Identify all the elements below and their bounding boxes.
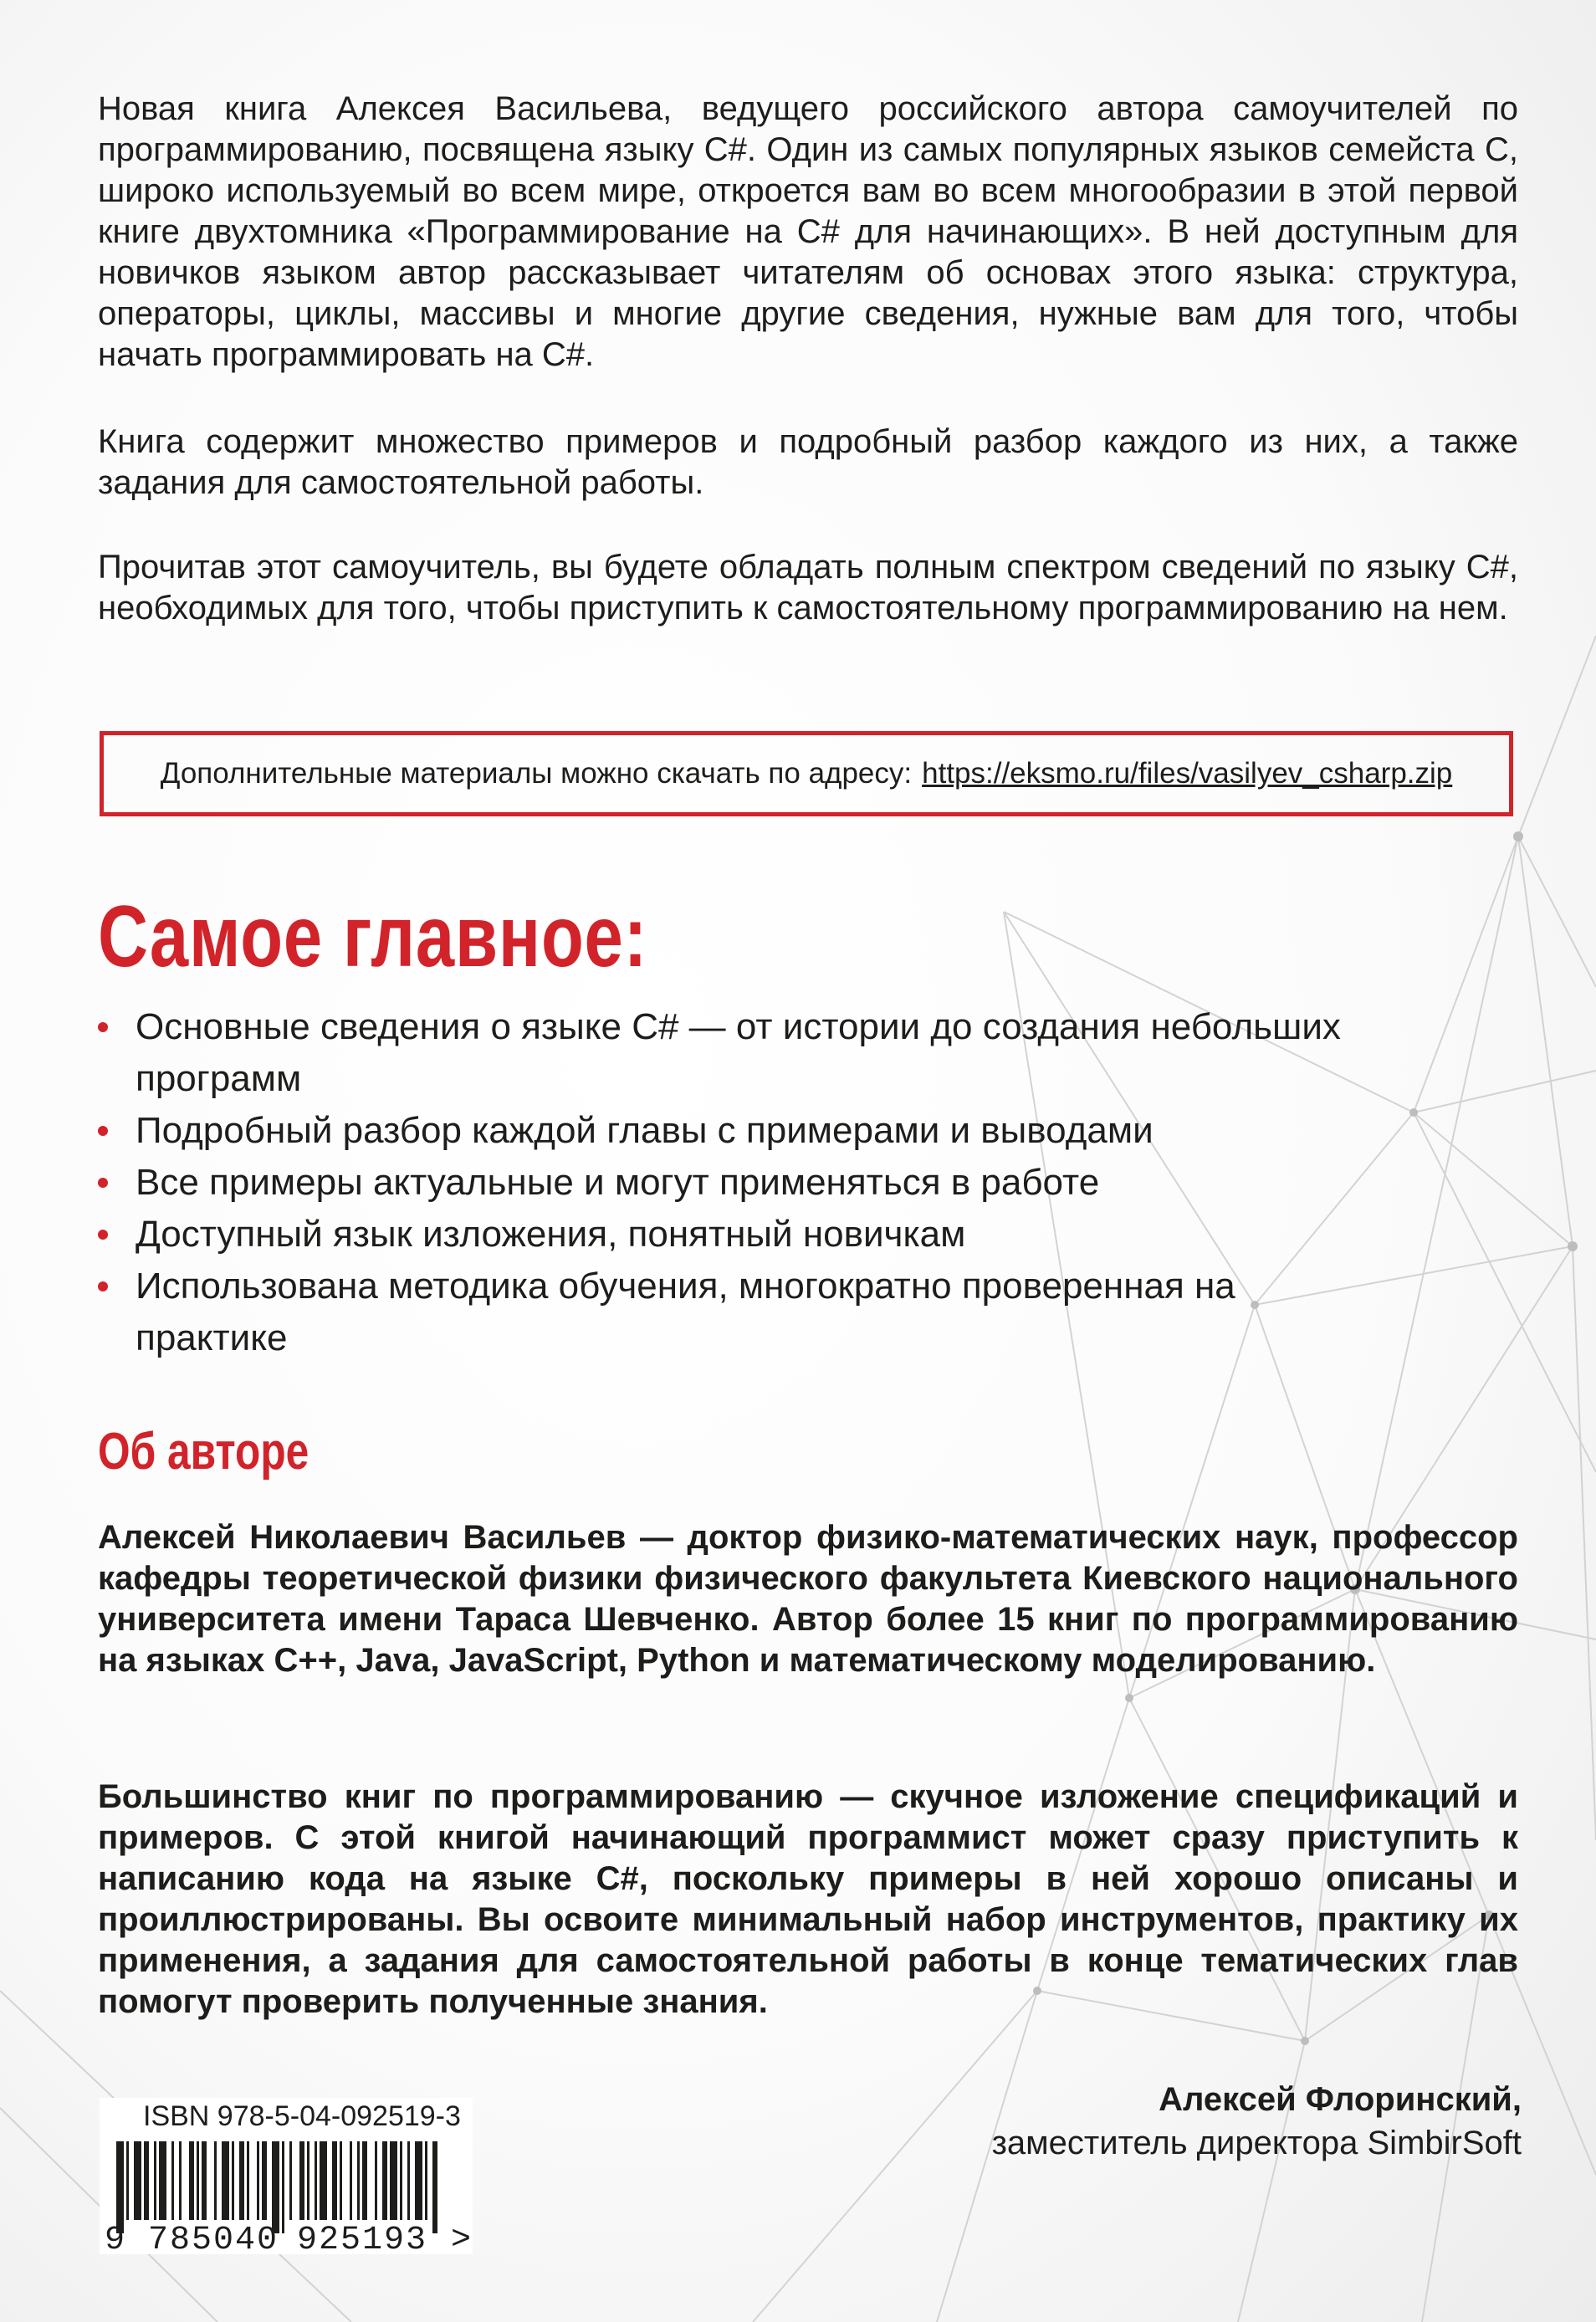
list-item-text: Подробный разбор каждой главы с примерами и выводами [136, 1110, 1154, 1151]
barcode-bar [350, 2141, 352, 2220]
barcode-bar [239, 2141, 244, 2220]
barcode-bar [257, 2141, 259, 2220]
barcode-digits-left: 785040 [148, 2222, 279, 2254]
barcode-bar [400, 2141, 402, 2220]
barcode-bar [332, 2141, 337, 2220]
barcode-bar [340, 2141, 342, 2220]
bullet-dot-icon [98, 1126, 108, 1136]
barcode-bar [362, 2141, 367, 2220]
list-item [98, 1105, 1516, 1157]
barcode-bar [289, 2141, 292, 2220]
barcode-bar [144, 2141, 149, 2220]
key-points-heading: Самое главное: [98, 888, 648, 985]
bullet-dot-icon [98, 1022, 108, 1032]
about-author-heading: Об авторе [98, 1423, 309, 1481]
barcode-bar [425, 2141, 427, 2220]
barcode-bar [159, 2141, 166, 2220]
bullet-dot-icon [98, 1281, 108, 1291]
list-item-text: Доступный язык изложения, понятный новичкам [136, 1214, 966, 1255]
bullet-dot-icon [98, 1230, 108, 1240]
list-item-text: Все примеры актуальные и могут применяться в работе [136, 1162, 1100, 1203]
barcode-bar [272, 2141, 279, 2233]
reviewer-role: заместитель директора SimbirSoft [991, 2125, 1522, 2161]
barcode-bar [299, 2141, 304, 2220]
barcode-digit-marker: > [451, 2222, 472, 2254]
barcode-bar [154, 2141, 156, 2220]
list-item [98, 1157, 1516, 1209]
barcode-bar [390, 2141, 397, 2220]
author-bio: Алексей Николаевич Васильев — доктор физико-математических наук, профессор кафедры теоретической физики физического факультета Киевского национального университета имени Тараса Шевченко. Автор более 15 книг по программированию на языках C++, Java, JavaScript, Python и математическому моделированию. [98, 1519, 1518, 1679]
barcode-bar [232, 2141, 234, 2220]
barcode-bar [222, 2141, 229, 2220]
list-item-text: Использована методика обучения, многократно проверенная на практике [136, 1266, 1235, 1358]
barcode-bar [320, 2141, 327, 2220]
intro-paragraph-1: Новая книга Алексея Васильева, ведущего российского автора самоучителей по программированию, посвящена языку C#. Один из самых популярных языков семейста C, широко используемый во всем мире, откроется вам во всем многообразии в этой первой книге двухтомника «Программирование на C# для начинающих». В ней доступным для новичков языком автор рассказывает читателям об основах этого языка: структура, операторы, циклы, массивы и многие другие сведения, нужные вам для того, чтобы начать программировать на C#. [98, 90, 1518, 373]
list-item [98, 1209, 1516, 1261]
list-item [98, 1001, 1516, 1105]
barcode-bar [407, 2141, 410, 2220]
barcode-digit-lead: 9 [105, 2222, 125, 2254]
bullet-dot-icon [98, 1178, 108, 1188]
barcode-bar [382, 2141, 387, 2220]
barcode-bar [116, 2141, 124, 2233]
barcode-bar [415, 2141, 422, 2220]
barcode-bar [189, 2141, 194, 2220]
barcode-bar [247, 2141, 249, 2220]
list-item-text: Основные сведения о языке C# — от истории до создания небольших программ [136, 1006, 1341, 1099]
isbn-label: ISBN 978-5-04-092519-3 [143, 2100, 461, 2132]
barcode-bar [307, 2141, 309, 2220]
barcode-bar [315, 2141, 317, 2220]
barcode-bar [179, 2141, 182, 2220]
reviewer-name: Алексей Флоринский, [1159, 2081, 1522, 2118]
intro-paragraph-2: Книга содержит множество примеров и подробный разбор каждого из них, а также задания для самостоятельной работы. [98, 423, 1518, 501]
barcode-bar [357, 2141, 360, 2220]
barcode-bar [375, 2141, 377, 2220]
barcode-bar [432, 2141, 437, 2233]
barcode-bar [262, 2141, 267, 2220]
isbn-barcode-block [100, 2098, 473, 2254]
barcode-bar [134, 2141, 141, 2220]
key-points-list [98, 1001, 1520, 1364]
review-signature [992, 2078, 1522, 2165]
barcode-digits-right: 925193 [297, 2222, 428, 2254]
intro-paragraph-3: Прочитав этот самоучитель, вы будете обладать полным спектром сведений по языку C#, необходимых для того, чтобы приступить к самостоятельному программированию на нем. [98, 549, 1518, 627]
download-notice-text: Дополнительные материалы можно скачать по адресу: [160, 757, 913, 790]
download-link[interactable]: https://eksmo.ru/files/vasilyev_csharp.zip [922, 757, 1453, 790]
list-item [98, 1261, 1516, 1364]
barcode-bar [202, 2141, 207, 2220]
barcode-bar [171, 2141, 174, 2220]
download-notice-box [100, 731, 1513, 816]
review-quote: Большинство книг по программированию — скучное изложение спецификаций и примеров. С этой книгой начинающий программист может сразу приступить к написанию кода на языке C#, поскольку примеры в ней хорошо описаны и проиллюстрированы. Вы освоите минимальный набор инструментов, практику их применения, а задания для самостоятельной работы в конце тематических глав помогут проверить полученные знания. [98, 1778, 1518, 2020]
barcode-bar [126, 2141, 129, 2220]
barcode-bar [282, 2141, 284, 2233]
barcode-bar [197, 2141, 199, 2220]
barcode-bar [214, 2141, 217, 2220]
